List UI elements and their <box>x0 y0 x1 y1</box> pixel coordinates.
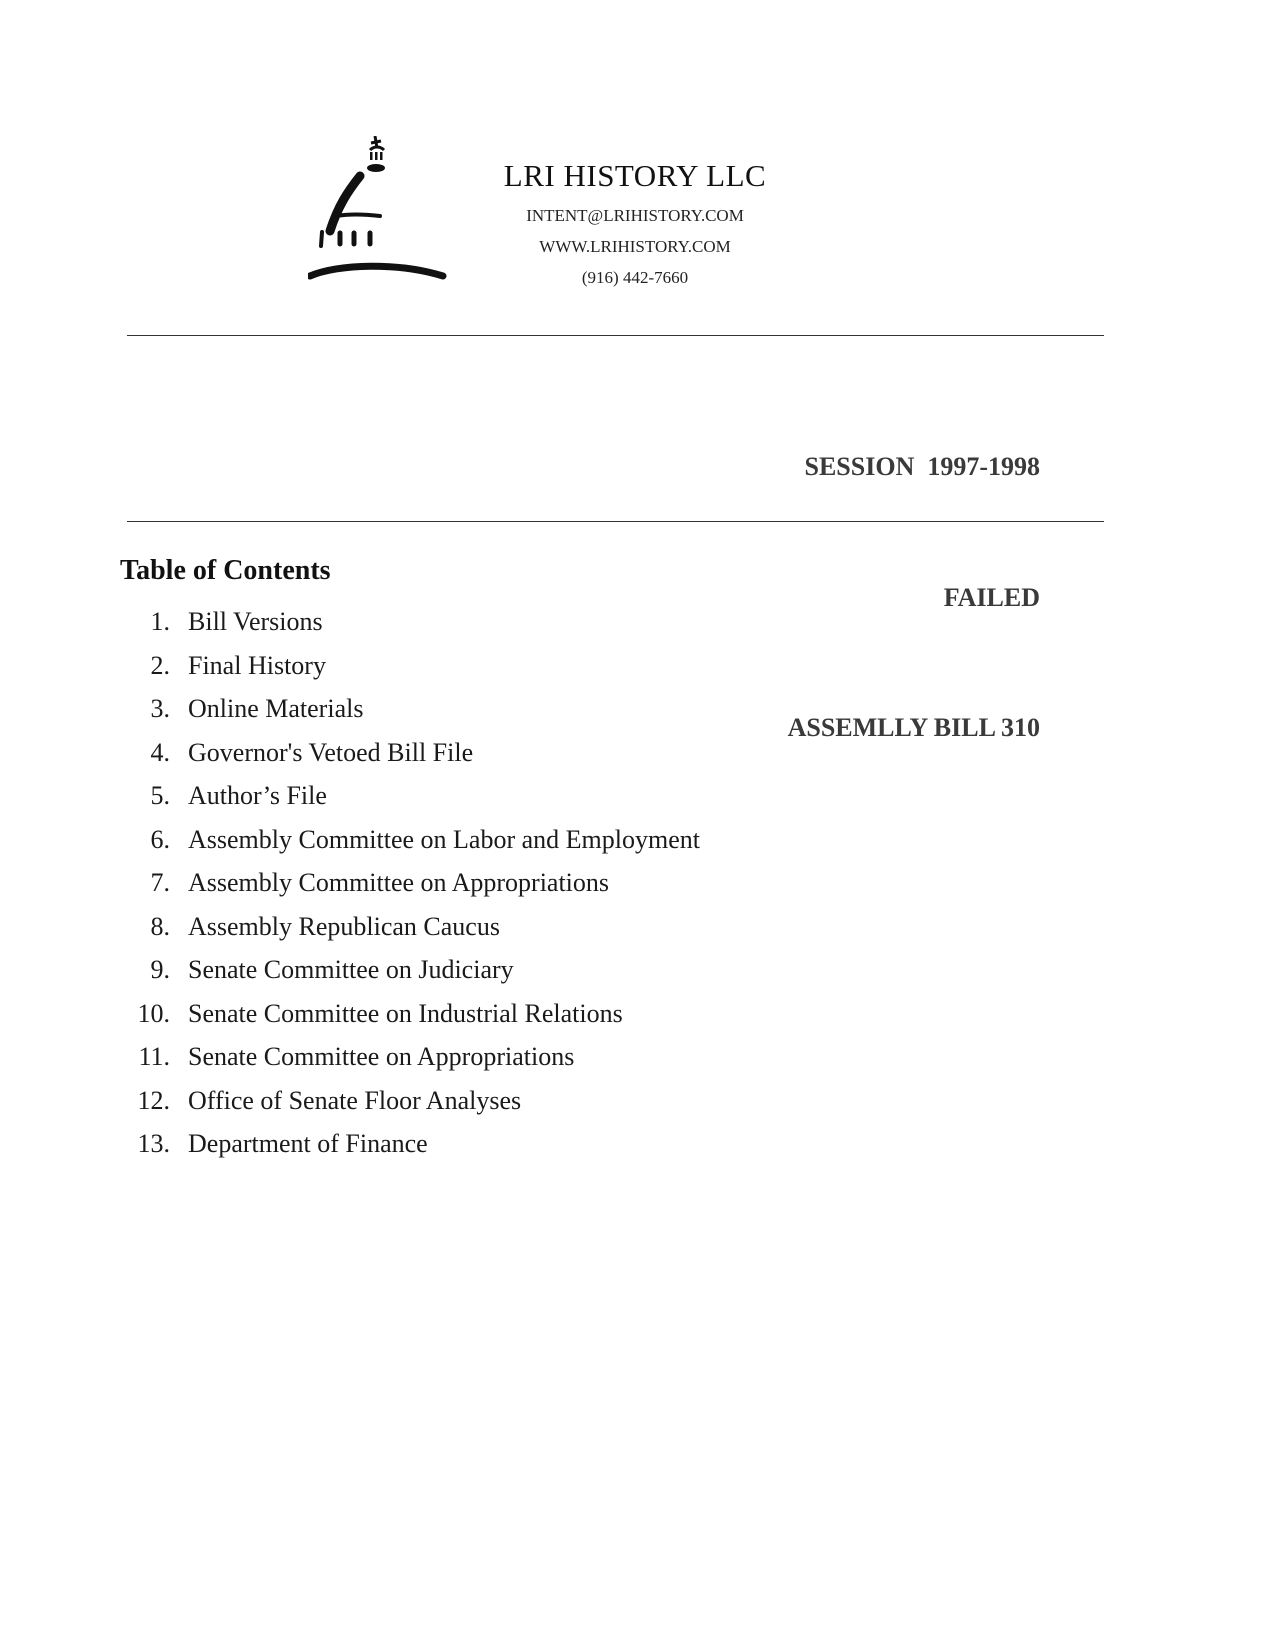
toc-item <box>120 600 700 644</box>
toc-item <box>120 687 700 731</box>
toc-item <box>120 905 700 949</box>
toc-item-number: 6. <box>150 824 170 854</box>
toc-item-label: Office of Senate Floor Analyses <box>188 1085 522 1115</box>
company-website: WWW.LRIHISTORY.COM <box>539 237 731 256</box>
toc-item-label: Governor's Vetoed Bill File <box>188 737 474 767</box>
toc-item <box>120 644 700 688</box>
company-phone: (916) 442-7660 <box>581 268 689 287</box>
toc-item-label: Online Materials <box>188 694 364 723</box>
toc-item-label: Senate Committee on Appropriations <box>188 1042 575 1071</box>
toc-title: Table of Contents <box>120 555 331 586</box>
toc-item <box>120 1122 700 1166</box>
toc-item <box>120 818 700 862</box>
company-header <box>440 158 830 293</box>
toc-item-label: Assembly Republican Caucus <box>188 911 500 941</box>
toc-item-number: 7. <box>150 868 170 897</box>
toc-item-number: 1. <box>150 607 170 636</box>
toc-item-number: 2. <box>150 650 170 680</box>
toc-item <box>120 948 700 992</box>
toc-item-label: Final History <box>188 650 326 680</box>
toc-item-number: 10. <box>137 998 170 1028</box>
company-name: LRI HISTORY LLC <box>503 158 767 193</box>
toc-item-number: 13. <box>137 1129 170 1158</box>
toc-item-number: 4. <box>150 737 170 767</box>
toc-item-label: Assembly Committee on Appropriations <box>188 868 610 897</box>
toc-list <box>120 600 700 1166</box>
bill-info <box>788 358 1040 793</box>
bottom-divider <box>127 521 1104 522</box>
toc-item-number: 3. <box>150 694 170 723</box>
toc-item-number: 11. <box>138 1042 170 1071</box>
toc-item-number: 5. <box>150 781 170 810</box>
toc-item <box>120 1035 700 1079</box>
toc-item-number: 12. <box>137 1085 170 1115</box>
bill-number: ASSEMLLY BILL 310 <box>787 713 1040 742</box>
toc-item-number: 9. <box>150 955 170 984</box>
toc-item <box>120 731 700 775</box>
toc-item <box>120 1079 700 1123</box>
top-divider <box>127 335 1104 336</box>
capitol-dome-icon <box>308 136 448 296</box>
bill-status: FAILED <box>943 582 1040 612</box>
toc-item <box>120 774 700 818</box>
session-label: SESSION 1997-1998 <box>804 452 1040 481</box>
toc-item-label: Senate Committee on Industrial Relations <box>188 998 623 1028</box>
toc-item-number: 8. <box>150 911 170 941</box>
toc-item-label: Department of Finance <box>188 1129 428 1158</box>
toc-item-label: Bill Versions <box>188 607 323 636</box>
company-email: INTENT@LRIHISTORY.COM <box>526 206 744 225</box>
toc-item <box>120 992 700 1036</box>
toc-item-label: Senate Committee on Judiciary <box>188 955 514 984</box>
toc-item-label: Assembly Committee on Labor and Employment <box>188 824 700 854</box>
toc-item <box>120 861 700 905</box>
toc-item-label: Author’s File <box>188 781 327 810</box>
